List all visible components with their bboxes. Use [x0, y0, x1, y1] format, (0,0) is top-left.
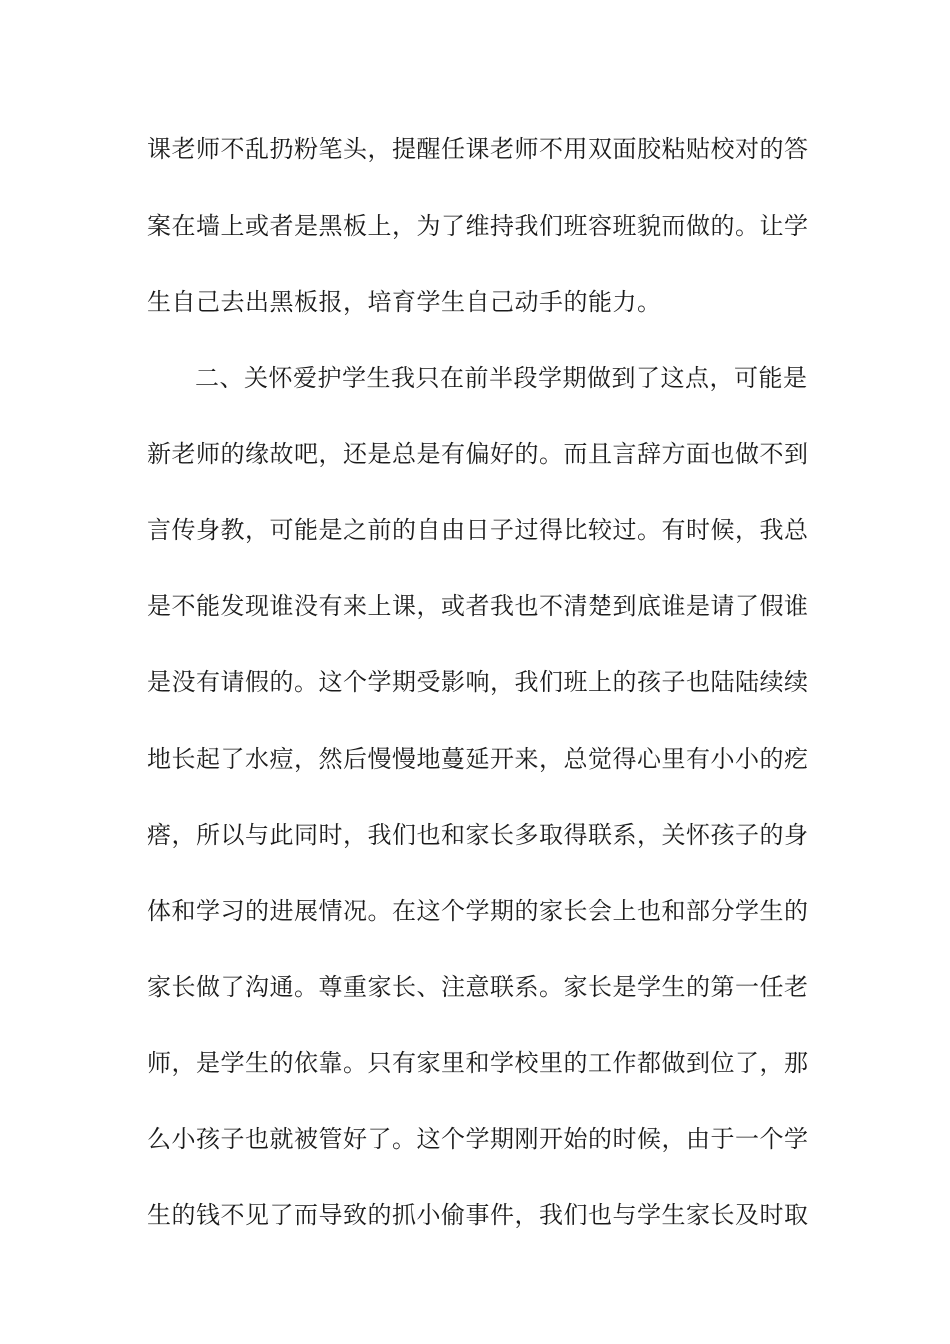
text-line: 家长做了沟通。尊重家长、注意联系。家长是学生的第一任老	[147, 973, 809, 1001]
text-line: 是不能发现谁没有来上课，或者我也不清楚到底谁是请了假谁	[147, 592, 809, 620]
text-line: 言传身教，可能是之前的自由日子过得比较过。有时候，我总	[147, 516, 809, 544]
text-line: 是没有请假的。这个学期受影响，我们班上的孩子也陆陆续续	[147, 668, 809, 696]
text-line: 师，是学生的依靠。只有家里和学校里的工作都做到位了，那	[147, 1049, 809, 1077]
text-line: 新老师的缘故吧，还是总是有偏好的。而且言辞方面也做不到	[147, 440, 809, 468]
text-line: 案在墙上或者是黑板上，为了维持我们班容班貌而做的。让学	[147, 212, 809, 240]
text-line: 么小孩子也就被管好了。这个学期刚开始的时候，由于一个学	[147, 1125, 809, 1153]
text-line: 体和学习的进展情况。在这个学期的家长会上也和部分学生的	[147, 897, 809, 925]
paragraph-start-line: 二、关怀爱护学生我只在前半段学期做到了这点，可能是	[195, 364, 808, 392]
text-line: 课老师不乱扔粉笔头，提醒任课老师不用双面胶粘贴校对的答	[147, 135, 809, 163]
text-line: 地长起了水痘，然后慢慢地蔓延开来，总觉得心里有小小的疙	[147, 745, 809, 773]
text-line: 瘩，所以与此同时，我们也和家长多取得联系，关怀孩子的身	[147, 821, 809, 849]
text-line: 生的钱不见了而导致的抓小偷事件，我们也与学生家长及时取	[147, 1201, 809, 1229]
text-line: 生自己去出黑板报，培育学生自己动手的能力。	[147, 288, 662, 316]
